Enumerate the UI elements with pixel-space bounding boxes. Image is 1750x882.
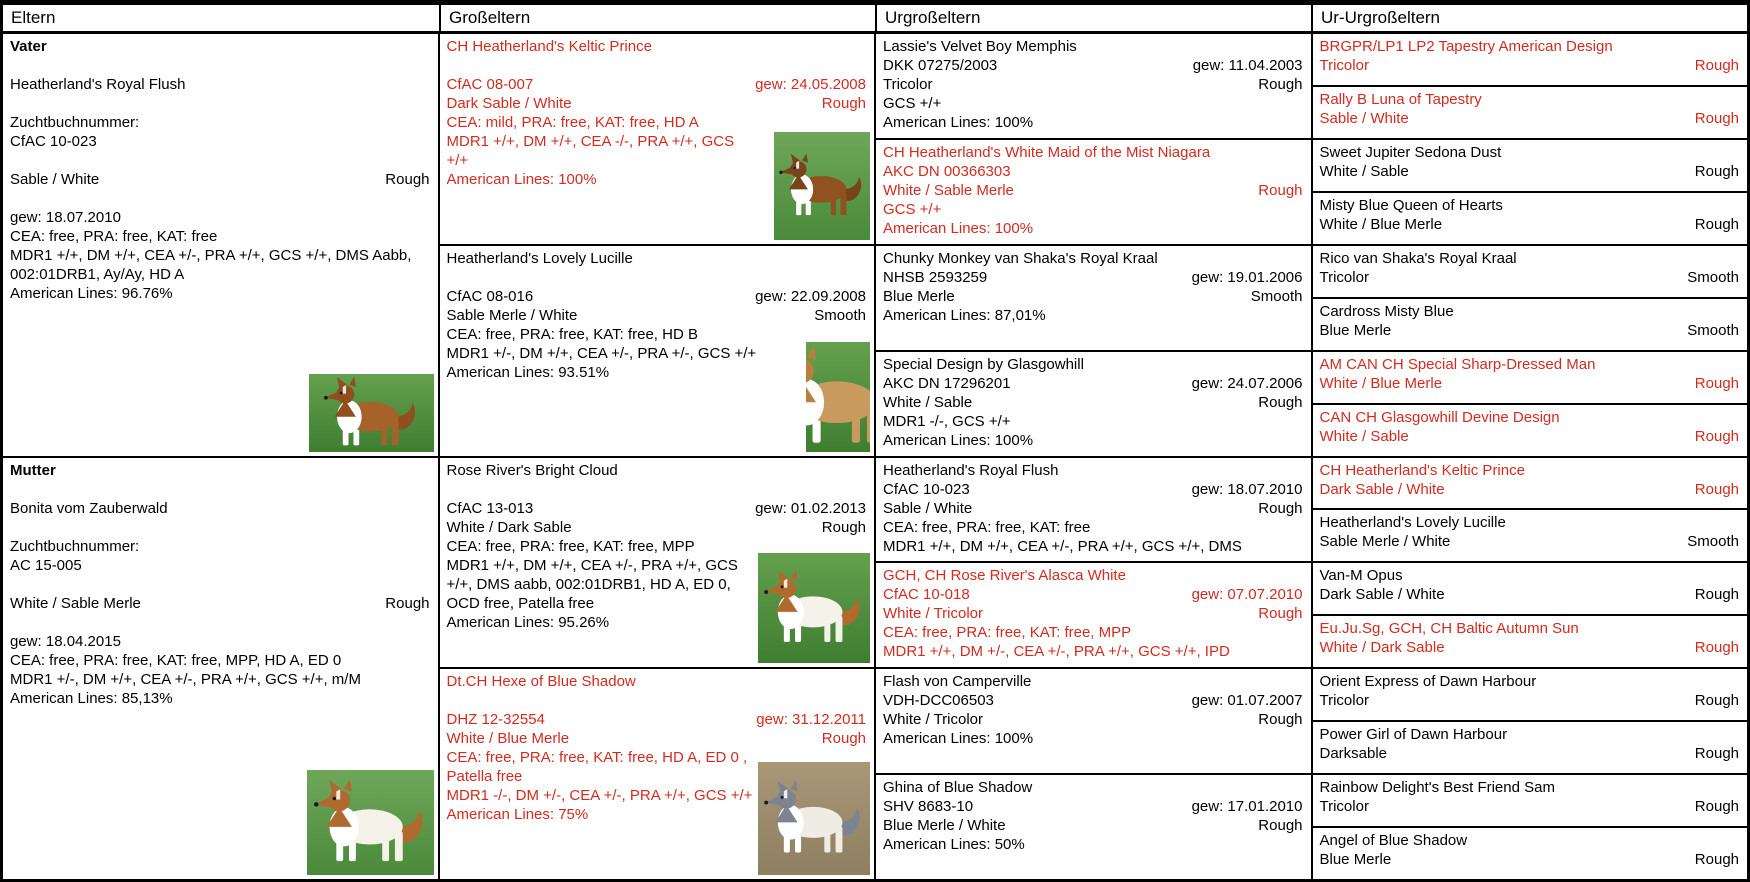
- coat-type: Rough: [1258, 181, 1303, 199]
- cell-grandparent-1: [440, 34, 875, 244]
- coat-type: Smooth: [1250, 287, 1303, 305]
- birthdate: gew: 24.07.2006: [1191, 374, 1303, 392]
- dog-color: White / Blue Merle: [1319, 374, 1443, 392]
- eye-exams: CEA: mild, PRA: free, KAT: free, HD A: [446, 114, 699, 131]
- dog-name: Chunky Monkey van Shaka's Royal Kraal: [883, 249, 1158, 267]
- coat-type: Smooth: [1687, 268, 1739, 286]
- dog-color: Tricolor: [883, 76, 933, 93]
- cell-ggg-8: [1313, 405, 1748, 456]
- cell-great-grandparent-7: [876, 669, 1311, 773]
- dog-name: CAN CH Glasgowhill Devine Design: [1319, 408, 1560, 426]
- coat-type: Rough: [1694, 798, 1739, 816]
- birthdate: gew: 07.07.2010: [1191, 586, 1303, 604]
- header-great-great-grandparents: Ur-Urgroßeltern: [1311, 5, 1747, 31]
- coat-type: Smooth: [1687, 533, 1739, 551]
- birthdate: gew: 01.02.2013: [755, 499, 866, 517]
- dog-color: Blue Merle: [883, 287, 955, 305]
- dog-color: Tricolor: [1319, 57, 1369, 74]
- registration-number: AKC DN 00366303: [883, 162, 1011, 180]
- cell-great-grandparent-4: [876, 352, 1311, 456]
- dog-name: CH Heatherland's White Maid of the Mist Niagara: [883, 143, 1211, 161]
- cell-ggg-10: [1313, 510, 1748, 561]
- dna-results: MDR1 +/+, DM +/+, CEA +/-, PRA +/+, GCS +/+, DMS: [883, 537, 1242, 555]
- american-lines: American Lines: 75%: [446, 806, 589, 824]
- cell-ggg-2: [1313, 87, 1748, 138]
- cell-ggg-4: [1313, 193, 1748, 244]
- cell-ggg-11: [1313, 563, 1748, 614]
- dog-name: Lassie's Velvet Boy Memphis: [883, 38, 1077, 55]
- dog-color: White / Tricolor: [883, 605, 984, 623]
- cell-great-grandparent-8: [876, 775, 1311, 879]
- pedigree-grid: [3, 34, 1747, 879]
- coat-type: Rough: [821, 730, 866, 748]
- cell-great-grandparent-1: [876, 34, 1311, 138]
- dog-name: Rally B Luna of Tapestry: [1319, 90, 1482, 108]
- cell-sire: [3, 34, 438, 456]
- birthdate: gew: 31.12.2011: [756, 711, 866, 729]
- birthdate: gew: 01.07.2007: [1191, 692, 1303, 710]
- cell-great-grandparent-6: [876, 563, 1311, 667]
- birthdate: gew: 18.07.2010: [1191, 480, 1303, 498]
- birthdate: gew: 24.05.2008: [755, 76, 866, 93]
- grandparent-4-photo: [758, 762, 870, 875]
- dog-color: Blue Merle / White: [883, 817, 1006, 835]
- registration-number: SHV 8683-10: [883, 798, 974, 816]
- cell-ggg-15: [1313, 775, 1748, 826]
- registration-number: VDH-DCC06503: [883, 692, 994, 710]
- coat-type: Rough: [1694, 109, 1739, 127]
- grandparent-1-photo: [774, 132, 870, 240]
- dog-color: White / Tricolor: [883, 711, 984, 729]
- studbook-label: Zuchtbuchnummer:: [10, 114, 140, 131]
- coat-type: Rough: [1258, 605, 1303, 623]
- coat-type: Rough: [1694, 586, 1739, 604]
- dog-color: Darksable: [1319, 745, 1388, 763]
- dog-name: Heatherland's Lovely Lucille: [1319, 514, 1506, 532]
- cell-great-grandparent-3: [876, 246, 1311, 350]
- dam-role-label: Mutter: [10, 461, 56, 479]
- birthdate: gew: 17.01.2010: [1191, 798, 1303, 816]
- dog-name: Orient Express of Dawn Harbour: [1319, 673, 1537, 691]
- dog-name: Heatherland's Royal Flush: [883, 461, 1059, 479]
- dog-name: Sweet Jupiter Sedona Dust: [1319, 143, 1502, 161]
- header-parents: Eltern: [11, 8, 56, 27]
- dog-color: Sable Merle / White: [1319, 533, 1451, 551]
- eye-exams: CEA: free, PRA: free, KAT: free, HD A, ED 0 , Patella free: [446, 749, 748, 786]
- dog-color: Dark Sable / White: [1319, 586, 1445, 604]
- dog-color: White / Blue Merle: [1319, 215, 1443, 233]
- dna-results: MDR1 +/+, DM +/+, CEA -/-, PRA +/+, GCS +/+: [446, 133, 735, 169]
- birthdate: gew: 22.09.2008: [755, 287, 866, 305]
- dog-name: Van-M Opus: [1319, 567, 1403, 585]
- cell-ggg-9: [1313, 458, 1748, 509]
- cell-ggg-12: [1313, 616, 1748, 667]
- coat-type: Rough: [1258, 817, 1303, 835]
- dog-color: White / Dark Sable: [446, 518, 572, 536]
- cell-grandparent-4: [440, 669, 875, 879]
- dog-color: Sable / White: [1319, 109, 1409, 127]
- coat-type: Rough: [1694, 692, 1739, 710]
- coat-type: Rough: [1694, 427, 1739, 445]
- dog-name: Cardross Misty Blue: [1319, 302, 1454, 320]
- dna-results: GCS +/+: [883, 95, 942, 112]
- dog-name: Special Design by Glasgowhill: [883, 355, 1084, 373]
- coat-type: Rough: [1694, 851, 1739, 869]
- dog-color: Blue Merle: [1319, 851, 1392, 869]
- registration-number: DHZ 12-32554: [446, 711, 545, 729]
- dog-color: White / Sable: [1319, 162, 1409, 180]
- dog-color: Blue Merle: [1319, 321, 1392, 339]
- sire-studbook-number: CfAC 10-023: [10, 133, 97, 150]
- coat-type: Smooth: [814, 306, 866, 324]
- grandparent-2-photo: [806, 342, 870, 452]
- dam-dna-results: MDR1 +/-, DM +/+, CEA +/-, PRA +/+, GCS +/+, m/M: [10, 670, 361, 688]
- dog-color: Dark Sable / White: [446, 95, 572, 112]
- coat-type: Rough: [1258, 393, 1303, 411]
- dna-results: MDR1 +/+, DM +/-, CEA +/-, PRA +/+, GCS +/+, IPD: [883, 643, 1230, 661]
- dam-coat: Rough: [385, 594, 430, 612]
- dam-studbook-number: AC 15-005: [10, 556, 82, 574]
- registration-number: CfAC 08-007: [446, 76, 534, 93]
- dog-color: Sable / White: [883, 499, 973, 517]
- dam-name: Bonita vom Zauberwald: [10, 499, 168, 517]
- cell-ggg-7: [1313, 352, 1748, 403]
- dna-results: MDR1 +/-, DM +/+, CEA +/-, PRA +/-, GCS +/+: [446, 344, 757, 362]
- coat-type: Rough: [1694, 57, 1739, 74]
- sire-role-label: Vater: [10, 38, 47, 55]
- dog-color: Dark Sable / White: [1319, 480, 1445, 498]
- eye-exams: CEA: free, PRA: free, KAT: free: [883, 518, 1091, 536]
- cell-ggg-1: [1313, 34, 1748, 85]
- dog-name: Dt.CH Hexe of Blue Shadow: [446, 673, 636, 691]
- dog-name: CH Heatherland's Keltic Prince: [446, 38, 652, 55]
- eye-exams: CEA: free, PRA: free, KAT: free, HD B: [446, 325, 698, 343]
- sire-photo: [309, 374, 434, 452]
- sire-name: Heatherland's Royal Flush: [10, 76, 186, 93]
- american-lines: American Lines: 100%: [883, 219, 1034, 237]
- header-grandparents: Großeltern: [439, 5, 875, 31]
- american-lines: American Lines: 100%: [446, 171, 597, 188]
- cell-ggg-3: [1313, 140, 1748, 191]
- dog-color: Sable Merle / White: [446, 306, 578, 324]
- dam-color: White / Sable Merle: [10, 594, 141, 612]
- dog-name: Power Girl of Dawn Harbour: [1319, 726, 1508, 744]
- dog-name: Heatherland's Lovely Lucille: [446, 249, 633, 267]
- dog-name: Ghina of Blue Shadow: [883, 779, 1033, 797]
- sire-eye-exams: CEA: free, PRA: free, KAT: free: [10, 228, 218, 245]
- dog-color: White / Dark Sable: [1319, 639, 1445, 657]
- cell-great-grandparent-5: [876, 458, 1311, 562]
- coat-type: Rough: [1258, 76, 1303, 93]
- american-lines: American Lines: 100%: [883, 114, 1034, 131]
- coat-type: Smooth: [1687, 321, 1739, 339]
- dog-name: BRGPR/LP1 LP2 Tapestry American Design: [1319, 38, 1613, 55]
- dam-american-lines: American Lines: 85,13%: [10, 689, 173, 707]
- dog-name: Rose River's Bright Cloud: [446, 461, 618, 479]
- eye-exams: CEA: free, PRA: free, KAT: free, MPP: [883, 624, 1132, 642]
- registration-number: NHSB 2593259: [883, 268, 988, 286]
- dog-name: Angel of Blue Shadow: [1319, 832, 1468, 850]
- cell-ggg-16: [1313, 828, 1748, 879]
- sire-birthdate: gew: 18.07.2010: [10, 209, 121, 226]
- eye-exams: CEA: free, PRA: free, KAT: free, MPP: [446, 537, 695, 555]
- sire-american-lines: American Lines: 96.76%: [10, 285, 173, 302]
- dam-eye-exams: CEA: free, PRA: free, KAT: free, MPP, HD A, ED 0: [10, 651, 342, 669]
- dog-name: Flash von Camperville: [883, 673, 1032, 691]
- dog-name: GCH, CH Rose River's Alasca White: [883, 567, 1126, 585]
- registration-number: AKC DN 17296201: [883, 374, 1011, 392]
- coat-type: Rough: [821, 518, 866, 536]
- cell-ggg-14: [1313, 722, 1748, 773]
- sire-color: Sable / White: [10, 171, 100, 188]
- dam-photo: [307, 770, 434, 875]
- dog-color: White / Sable Merle: [883, 181, 1014, 199]
- american-lines: American Lines: 95.26%: [446, 613, 610, 631]
- birthdate: gew: 11.04.2003: [1192, 57, 1303, 74]
- coat-type: Rough: [1258, 499, 1303, 517]
- american-lines: American Lines: 87,01%: [883, 306, 1046, 324]
- american-lines: American Lines: 93.51%: [446, 363, 610, 381]
- american-lines: American Lines: 50%: [883, 836, 1025, 854]
- cell-dam: [3, 458, 438, 880]
- dog-name: Misty Blue Queen of Hearts: [1319, 196, 1503, 214]
- dog-color: Tricolor: [1319, 268, 1369, 286]
- dna-results: MDR1 +/+, DM +/+, CEA +/-, PRA +/+, GCS +/+, DMS aabb, 002:01DRB1, HD A, ED 0, OCD free, Patella free: [446, 556, 738, 612]
- dog-name: Rainbow Delight's Best Friend Sam: [1319, 779, 1555, 797]
- coat-type: Rough: [1694, 162, 1739, 180]
- dna-results: GCS +/+: [883, 200, 942, 218]
- generation-header-row: [3, 5, 1747, 34]
- registration-number: CfAC 10-018: [883, 586, 970, 604]
- cell-ggg-6: [1313, 299, 1748, 350]
- dna-results: MDR1 -/-, GCS +/+: [883, 412, 1011, 430]
- header-great-grandparents: Urgroßeltern: [875, 5, 1311, 31]
- dog-name: Eu.Ju.Sg, GCH, CH Baltic Autumn Sun: [1319, 620, 1579, 638]
- coat-type: Rough: [821, 95, 866, 112]
- dog-name: Rico van Shaka's Royal Kraal: [1319, 249, 1517, 267]
- coat-type: Rough: [1694, 215, 1739, 233]
- cell-grandparent-2: [440, 246, 875, 456]
- sire-coat: Rough: [385, 171, 430, 188]
- registration-number: CfAC 10-023: [883, 480, 970, 498]
- dog-color: White / Blue Merle: [446, 730, 570, 748]
- coat-type: Rough: [1258, 711, 1303, 729]
- cell-grandparent-3: [440, 458, 875, 668]
- birthdate: gew: 19.01.2006: [1191, 268, 1303, 286]
- dog-color: Tricolor: [1319, 692, 1369, 710]
- dam-birthdate: gew: 18.04.2015: [10, 632, 121, 650]
- dog-color: White / Sable: [1319, 427, 1409, 445]
- dog-color: White / Sable: [883, 393, 973, 411]
- dog-name: AM CAN CH Special Sharp-Dressed Man: [1319, 355, 1596, 373]
- coat-type: Rough: [1694, 745, 1739, 763]
- coat-type: Rough: [1694, 639, 1739, 657]
- registration-number: CfAC 08-016: [446, 287, 534, 305]
- cell-ggg-13: [1313, 669, 1748, 720]
- registration-number: CfAC 13-013: [446, 499, 534, 517]
- studbook-label: Zuchtbuchnummer:: [10, 537, 140, 555]
- dog-color: Tricolor: [1319, 798, 1369, 816]
- dna-results: MDR1 -/-, DM +/-, CEA +/-, PRA +/+, GCS +/+: [446, 787, 753, 805]
- dog-name: CH Heatherland's Keltic Prince: [1319, 461, 1525, 479]
- cell-ggg-5: [1313, 246, 1748, 297]
- coat-type: Rough: [1694, 480, 1739, 498]
- cell-great-grandparent-2: [876, 140, 1311, 244]
- coat-type: Rough: [1694, 374, 1739, 392]
- grandparent-3-photo: [758, 553, 870, 663]
- american-lines: American Lines: 100%: [883, 730, 1034, 748]
- registration-number: DKK 07275/2003: [883, 57, 998, 74]
- american-lines: American Lines: 100%: [883, 431, 1034, 449]
- sire-dna-results: MDR1 +/+, DM +/+, CEA +/-, PRA +/+, GCS +/+, DMS Aabb, 002:01DRB1, Ay/Ay, HD A: [10, 247, 412, 283]
